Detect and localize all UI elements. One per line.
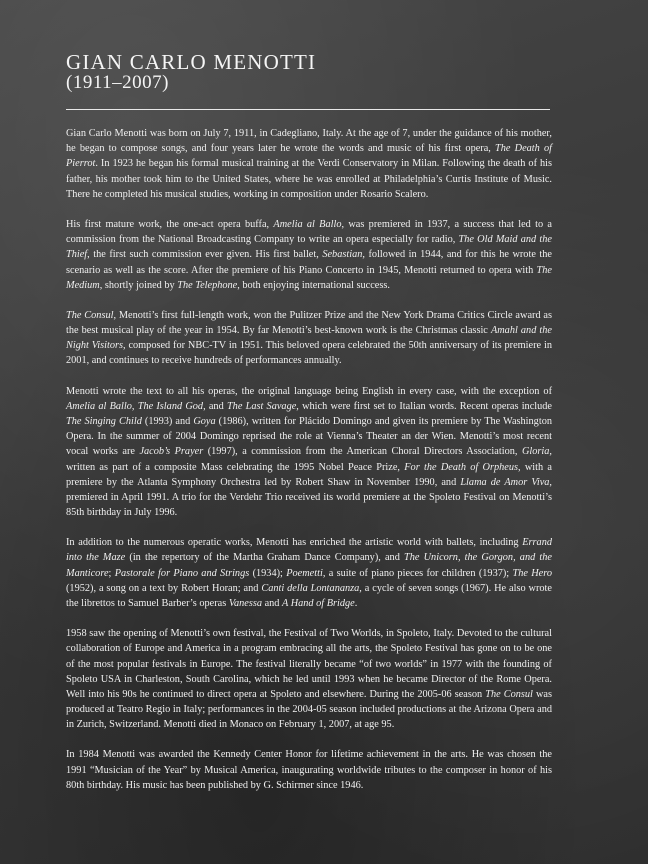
- paragraph-text: and: [262, 598, 283, 610]
- work-title: The Telephone: [177, 279, 238, 291]
- work-title: Gloria: [521, 446, 550, 458]
- work-title: The Last Savage: [226, 400, 297, 412]
- work-title: Sebastian: [322, 249, 363, 261]
- biography-page: [66, 52, 552, 808]
- life-years: (1911–2007): [66, 72, 169, 93]
- paragraph-text: (1993) and: [141, 415, 194, 427]
- paragraph-text: , followed in 1944, and for this he wrote the scenario as well as the score. After the premiere of his Piano Concerto in 1945, Menotti returned to opera with: [66, 249, 552, 276]
- work-title: Vanessa: [228, 598, 262, 610]
- paragraph-text: In 1984 Menotti was awarded the Kennedy Center Honor for lifetime achievement in the arts. He was chosen the 1991 “Musician of the Year” by Musical America, inaugurating worldwide tributes to the composer in honor of his 80th birthday. His music has been published by G. Schirmer since 1946.: [66, 749, 552, 791]
- biography-paragraph: [66, 535, 552, 611]
- paragraph-text: (1934);: [249, 567, 287, 579]
- paragraph-text: (in the repertory of the Martha Graham Dance Company), and: [125, 552, 405, 564]
- paragraph-text: (1952), a song on a text by Robert Horan; and: [66, 582, 262, 594]
- work-title: Amahl and the Night Visitors: [66, 325, 552, 352]
- paragraph-text: ,: [131, 400, 138, 412]
- paragraph-text: , and: [203, 400, 227, 412]
- paragraph-text: , the first such commission ever given. His first ballet,: [87, 249, 323, 261]
- work-title: Pastorale for Piano and Strings: [114, 567, 250, 579]
- work-title: Errand into the Maze: [66, 537, 552, 564]
- biography-paragraph: [66, 384, 552, 521]
- work-title: Amelia al Ballo: [273, 218, 342, 230]
- paragraph-text: , composed for NBC-TV in 1951. This beloved opera celebrated the 50th anniversary of its premiere in 2001, and continues to receive hundreds of performances annually.: [66, 340, 552, 367]
- work-title: For the Death of Orpheus: [404, 461, 518, 473]
- biography-paragraph: [66, 747, 552, 793]
- paragraph-text: (1986), written for Plácido Domingo and given its premiere by The Washington Opera. In the summer of 2004 Domingo reprised the role at Vienna’s Theater an der Wien. Menotti’s most recent vocal works are: [66, 415, 552, 458]
- biography-paragraph: [66, 626, 552, 732]
- biography-paragraph: [66, 217, 552, 293]
- work-title: The Singing Child: [66, 415, 142, 427]
- work-title: The Consul: [66, 309, 114, 321]
- work-title: Amelia al Ballo: [66, 400, 132, 412]
- paragraph-text: was produced at Teatro Regio in Italy; performances in the 2004-05 season included productions at the Arizona Opera and in Zurich, Switzerland. Menotti died in Monaco on February 1, 2007, at age 95.: [66, 688, 553, 731]
- work-title: A Hand of Bridge: [282, 598, 355, 610]
- paragraph-text: , both enjoying international success.: [237, 279, 390, 291]
- paragraph-text: , which were first set to Italian words. Recent operas include: [296, 400, 553, 412]
- work-title: Poemetti: [286, 567, 323, 579]
- work-title: The Medium: [66, 264, 552, 291]
- paragraph-text: , written as part of a composite Mass celebrating the 1995 Nobel Peace Prize,: [66, 446, 552, 473]
- paragraph-text: , premiered in April 1991. A trio for the Verdehr Trio received its world premiere at the Spoleto Festival on Menotti’s 85th birthday in July 1996.: [66, 476, 552, 519]
- work-title: The Consul: [485, 688, 533, 700]
- page-title: GIAN CARLO MENOTTI: [66, 50, 317, 74]
- paragraph-text: , a cycle of seven songs (1967). He also wrote the librettos to Samuel Barber’s operas: [66, 582, 552, 610]
- paragraph-text: . In 1923 he began his formal musical training at the Verdi Conservatory in Milan. Following the death of his father, his mother took him to the United States, where he was enrolled at Philadelphia’s Curtis Institute of Music. There he completed his musical studies, working in composition under Rosario Scalero.: [66, 158, 552, 200]
- paragraph-text: ;: [108, 567, 115, 579]
- paragraph-text: , with a premiere by the Atlanta Symphony Orchestra led by Robert Shaw in November 1990, and: [66, 461, 552, 488]
- title-divider: [66, 109, 550, 110]
- paragraph-text: , shortly joined by: [99, 279, 178, 291]
- paragraph-text: 1958 saw the opening of Menotti’s own festival, the Festival of Two Worlds, in Spoleto, Italy. Devoted to the cultural collaboration of Europe and America in a program embracing all the arts, the Spoleto Festival has gone on to be one of the most popular festivals in Europe. The festival literally became “of two worlds” in 1977 with the founding of Spoleto USA in Charleston, South Carolina, which he led until 1993 when he became Director of the Rome Opera. Well into his 90s he continued to direct opera at Spoleto and elsewhere. During the 2005-06 season: [66, 628, 552, 700]
- paragraph-text: (1997), a commission from the American Choral Directors Association,: [203, 446, 522, 458]
- paragraph-text: , was premiered in 1937, a success that led to a commission from the National Broadcasting Company to write an opera especially for radio,: [66, 218, 552, 246]
- header: [66, 52, 552, 93]
- work-title: The Island God: [137, 400, 204, 412]
- paragraph-text: , a suite of piano pieces for children (1937);: [322, 567, 513, 579]
- work-title: The Death of Pierrot: [66, 143, 552, 170]
- work-title: The Old Maid and the Thief: [66, 234, 552, 261]
- work-title: Llama de Amor Viva: [460, 476, 550, 488]
- paragraph-text: Gian Carlo Menotti was born on July 7, 1911, in Cadegliano, Italy. At the age of 7, under the guidance of his mother, he began to compose songs, and four years later he wrote the words and music of his first opera,: [66, 128, 552, 155]
- paragraph-text: .: [354, 598, 358, 610]
- biography-paragraph: [66, 308, 552, 369]
- paragraph-text: , Menotti’s first full-length work, won the Pulitzer Prize and the New York Drama Critics Circle award as the best musical play of the year in 1954. By far Menotti’s best-known work is the Christmas classic: [66, 309, 553, 337]
- paragraph-text: His first mature work, the one-act opera buffa,: [66, 218, 274, 230]
- biography-paragraph: [66, 126, 552, 202]
- paragraph-text: Menotti wrote the text to all his operas, the original language being English in every case, with the exception of: [66, 385, 552, 397]
- biography-body: [66, 126, 552, 793]
- work-title: Canti della Lontananza: [261, 582, 360, 594]
- work-title: The Hero: [512, 567, 553, 579]
- paragraph-text: In addition to the numerous operatic works, Menotti has enriched the artistic world with ballets, including: [66, 537, 523, 549]
- work-title: The Unicorn, the Gorgon, and the Manticore: [66, 552, 552, 579]
- work-title: Goya: [193, 415, 216, 427]
- work-title: Jacob’s Prayer: [139, 446, 204, 458]
